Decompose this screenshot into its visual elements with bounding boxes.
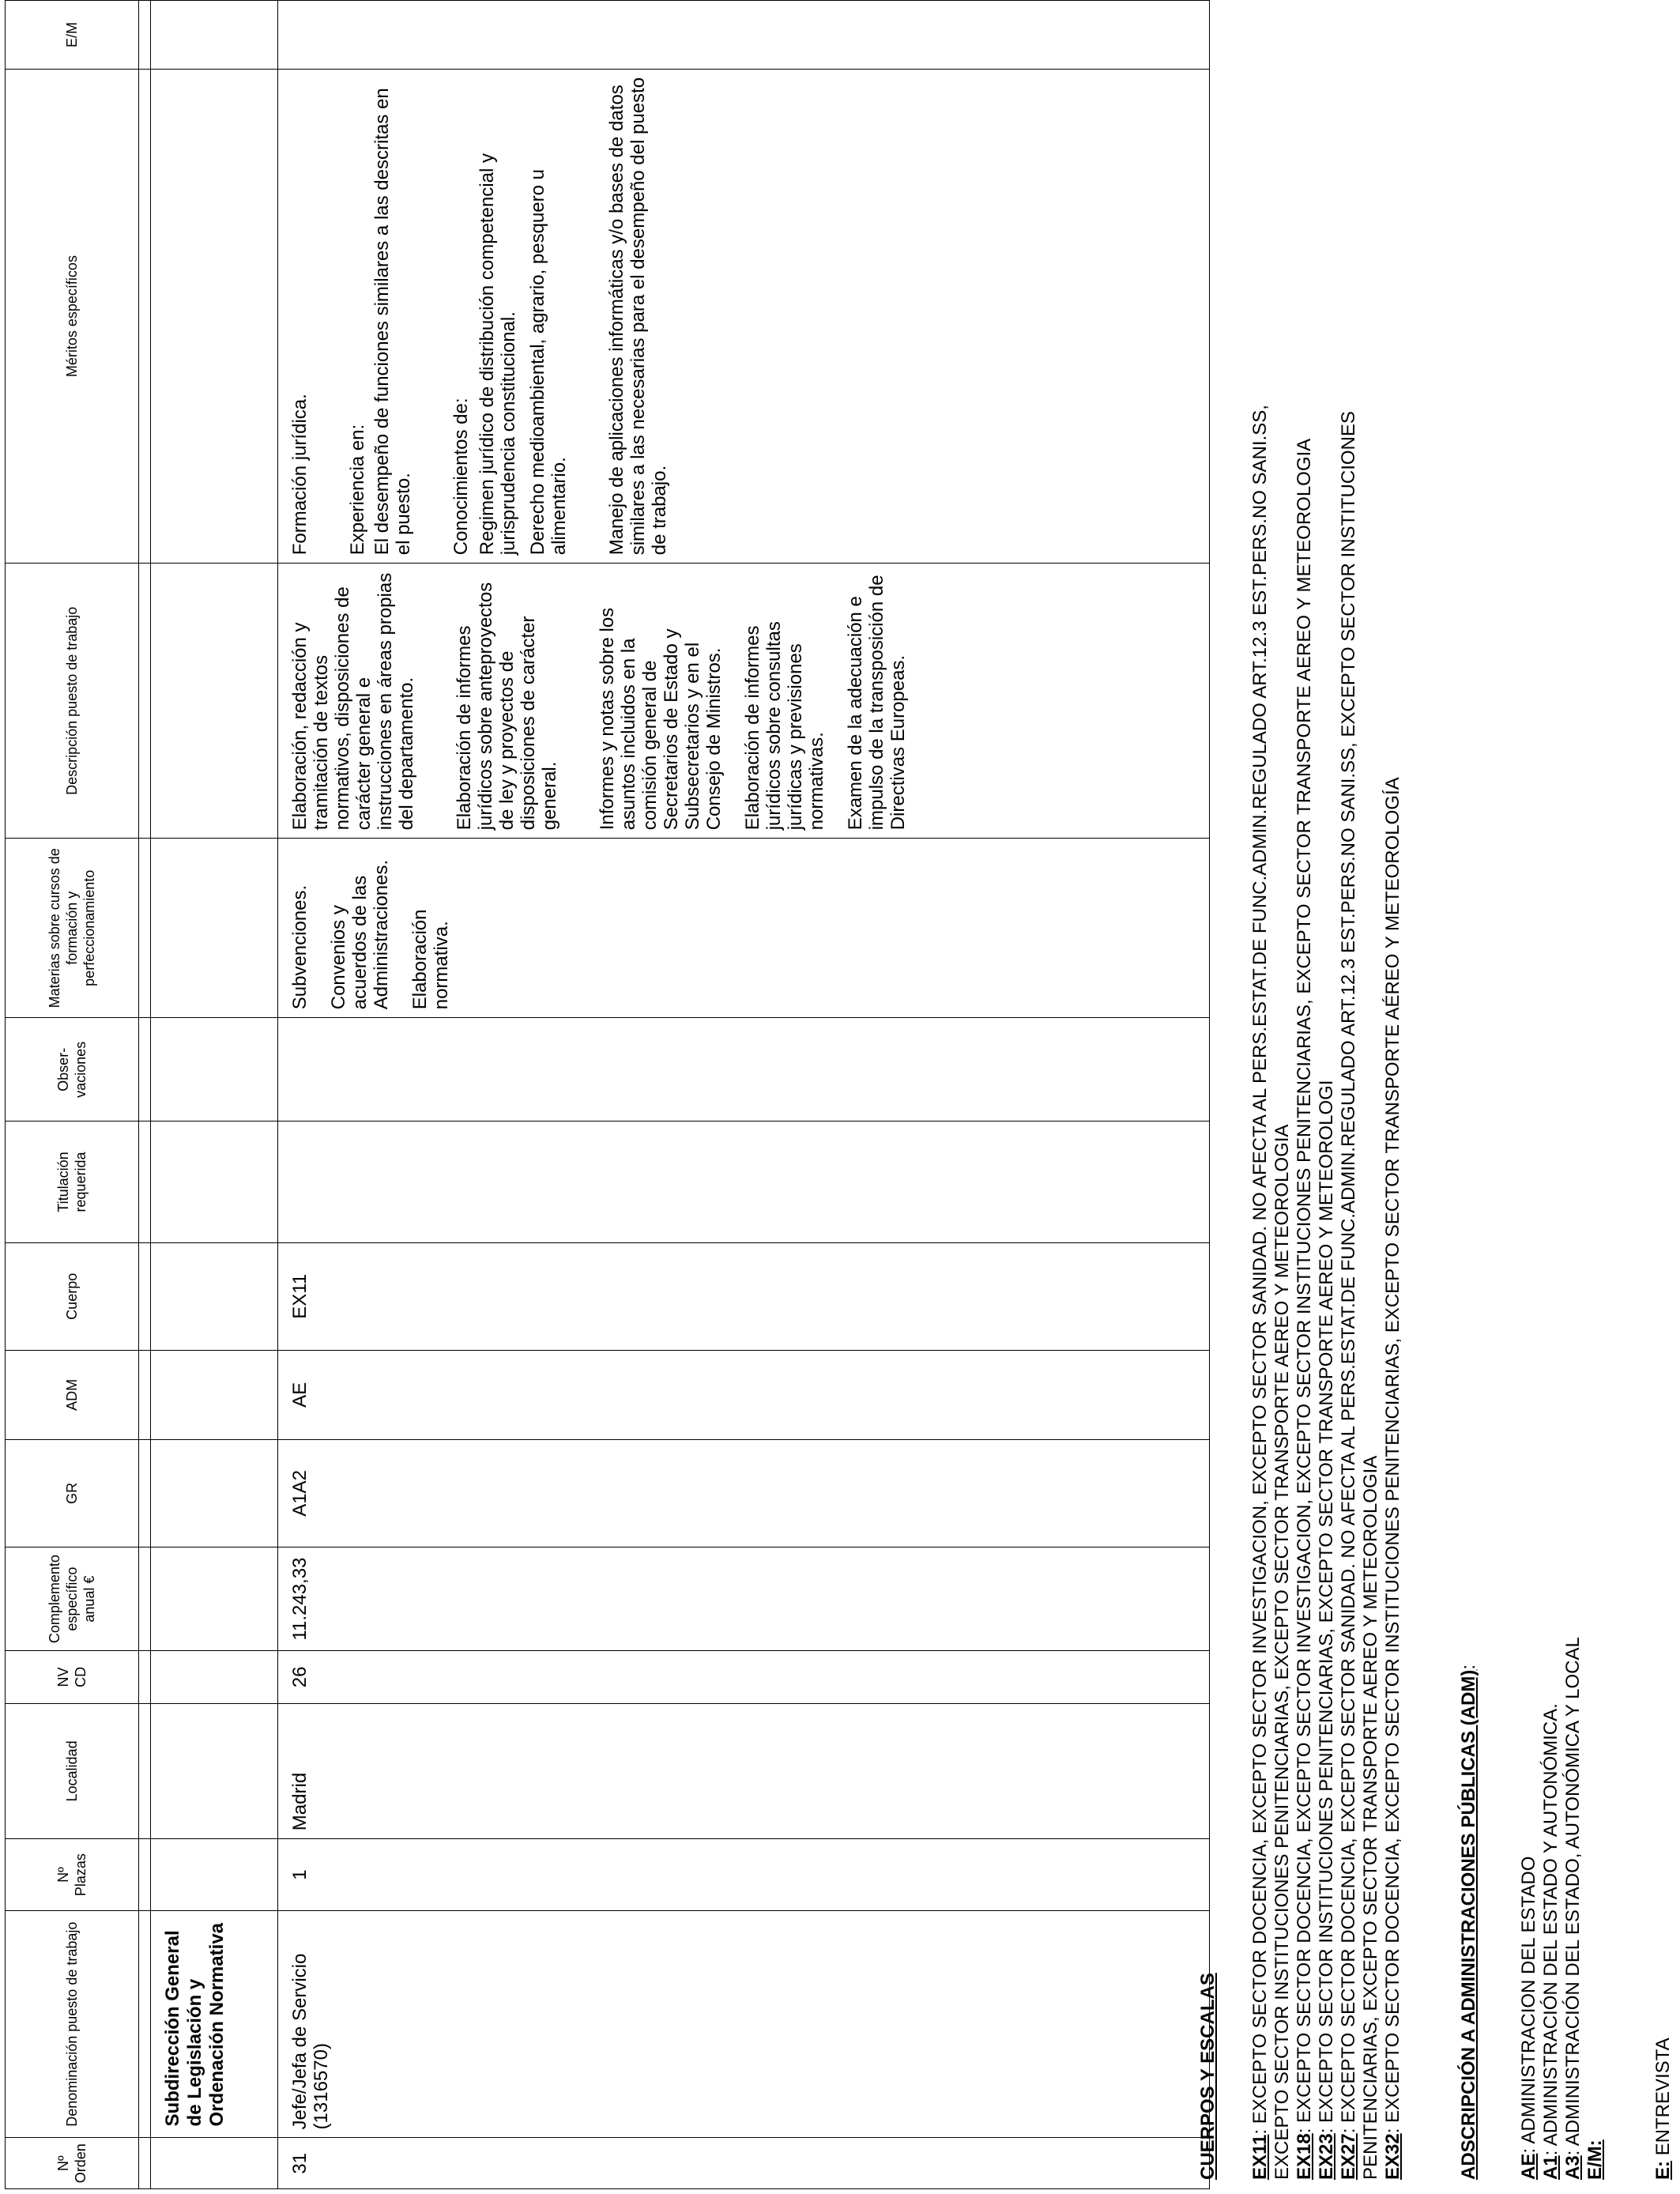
cell-materias	[278, 839, 1210, 1018]
col-complemento: Complemento específico anual €	[6, 1547, 139, 1651]
cell-orden: 31	[278, 2138, 1210, 2189]
merito-experiencia: El desempeño de funciones similares a las descritas en el puesto.	[371, 88, 414, 556]
col-em: E/M	[6, 1, 139, 70]
adm-text: : ADMINISTRACION DEL ESTADO	[1518, 1856, 1539, 2154]
em-text: ENTREVISTA	[1652, 2038, 1674, 2161]
cuerpos-section	[1197, 405, 1404, 2180]
cell-denominacion: Jefe/Jefa de Servicio (1316570)	[278, 1910, 1210, 2137]
cell-grupo: A1A2	[278, 1439, 1210, 1547]
col-adm: ADM	[6, 1350, 139, 1439]
cuerpo-line	[1382, 405, 1404, 2180]
merito-conocimiento: Derecho medioambiental, agrario, pesquero u alimentario.	[527, 168, 570, 556]
cell-cuerpo: EX11	[278, 1242, 1210, 1350]
descripcion-item: Examen de la adecuación e impulso de la transposición de Directivas Europeas.	[845, 575, 909, 831]
cell-descripcion	[278, 564, 1210, 839]
cuerpo-text: : EXCEPTO SECTOR DOCENCIA, EXCEPTO SECTOR INVESTIGACION, EXCEPTO SECTOR SANIDAD. NO AFECTA AL PERS.ESTAT.DE FUNC.ADMIN.REGULADO ART.12.3 EST.PERS.NO SANI.SS,	[1249, 405, 1271, 2135]
spacer-row	[139, 1, 151, 2189]
col-orden: Nº Orden	[6, 2138, 139, 2189]
cell-complemento: 11.243,33	[278, 1547, 1210, 1651]
cell-nivel: 26	[278, 1651, 1210, 1704]
descripcion-item: Elaboración de informes jurídicos sobre consultas jurídicas y previsiones normativas.	[742, 621, 827, 831]
cuerpo-line	[1271, 405, 1294, 2180]
cuerpo-text: PENITENCIARIAS, EXCEPTO SECTOR TRANSPORTE AEREO Y METEOROLOGIA	[1360, 1455, 1381, 2180]
adm-heading-colon: :	[1458, 1664, 1479, 1670]
adm-line	[1562, 1637, 1584, 2180]
col-nivel: NV CD	[6, 1651, 139, 1704]
merito-formacion: Formación jurídica.	[289, 394, 311, 556]
materia-item: Convenios y acuerdos de las Administraciones.	[328, 859, 392, 1010]
subdireccion-title: Subdirección General de Legislación y Ordenación Normativa	[151, 1910, 278, 2137]
adm-line	[1518, 1637, 1540, 2180]
col-titulacion: Titulación requerida	[6, 1122, 139, 1242]
col-cuerpo: Cuerpo	[6, 1242, 139, 1350]
cuerpo-line	[1316, 405, 1338, 2180]
descripcion-item: Elaboración de informes jurídicos sobre anteproyectos de ley y proyectos de disposiciones de carácter general.	[454, 582, 560, 831]
materia-item: Subvenciones.	[289, 884, 311, 1010]
col-denominacion: Denominación puesto de trabajo	[6, 1910, 139, 2137]
em-code: E:	[1652, 2161, 1674, 2180]
col-observaciones: Obser- vaciones	[6, 1018, 139, 1122]
descripcion-item: Elaboración, redacción y tramitación de textos normativos, disposiciones de carácter general e instrucciones en áreas propias del departamento.	[289, 572, 417, 831]
materia-item: Elaboración normativa.	[409, 909, 452, 1010]
table-row	[278, 1, 1210, 2189]
cell-plazas: 1	[278, 1839, 1210, 1911]
col-descripcion: Descripción puesto de trabajo	[6, 564, 139, 839]
subdireccion-row	[151, 1, 278, 2189]
cuerpo-text: : EXCEPTO SECTOR DOCENCIA, EXCEPTO SECTOR INVESTIGACION, EXCEPTO SECTOR INSTITUCIONES PENITENCIARIAS, EXCEPTO SECTOR TRANSPORTE AEREO Y METEOROLOGIA	[1294, 438, 1315, 2134]
header-row	[6, 1, 139, 2189]
cuerpo-code: EX18	[1294, 2133, 1315, 2180]
em-line	[1652, 2038, 1674, 2180]
cell-meritos	[278, 69, 1210, 563]
merito-conocimiento: Regimen jurídico de distribución competencial y jurisprudencia constitucional.	[477, 153, 519, 556]
col-meritos: Méritos específicos	[6, 69, 139, 563]
cuerpo-text: : EXCEPTO SECTOR DOCENCIA, EXCEPTO SECTOR SANIDAD. NO AFECTA AL PERS.ESTAT.DE FUNC.ADMIN.REGULADO ART.12.3 EST.PERS.NO SANI.SS, EXCEPTO SECTOR INSTITUCIONES	[1338, 411, 1359, 2134]
adm-section	[1458, 1637, 1584, 2180]
adm-text: : ADMINISTRACIÓN DEL ESTADO, AUTONÓMICA Y LOCAL	[1562, 1637, 1584, 2156]
merito-experiencia-title: Experiencia en:	[347, 424, 368, 556]
cell-em	[278, 1, 1210, 70]
cuerpo-code: EX11	[1249, 2134, 1271, 2180]
cuerpo-line	[1338, 405, 1360, 2180]
adm-line	[1540, 1637, 1562, 2180]
col-grupo: GR	[6, 1439, 139, 1547]
cuerpo-line	[1360, 405, 1382, 2180]
cell-adm: AE	[278, 1350, 1210, 1439]
col-materias: Materias sobre cursos de formación y perfeccionamiento	[6, 839, 139, 1018]
cuerpo-line	[1249, 405, 1271, 2180]
adm-heading: ADSCRIPCIÓN A ADMINISTRACIONES PÚBLICAS (ADM)	[1458, 1669, 1479, 2180]
cell-observaciones	[278, 1018, 1210, 1122]
cuerpo-line	[1294, 405, 1316, 2180]
cuerpos-heading: CUERPOS Y ESCALAS	[1197, 1973, 1219, 2180]
adm-code: A3	[1562, 2155, 1584, 2180]
cuerpo-text: : EXCEPTO SECTOR DOCENCIA, EXCEPTO SECTOR INSTITUCIONES PENITENCIARIAS, EXCEPTO SECTOR TRANSPORTE AÉREO Y METEOROLOGÍA	[1382, 777, 1403, 2134]
descripcion-item: Informes y notas sobre los asuntos incluidos en la comisión general de Secretarios de Estado y Subsecretarios y en el Consejo de Ministros.	[597, 607, 725, 831]
cuerpo-text: EXCEPTO SECTOR INSTITUCIONES PENITENCIARIAS, EXCEPTO SECTOR TRANSPORTE AEREO Y METEOROLOGIA	[1271, 1124, 1293, 2180]
cuerpo-code: EX32	[1382, 2133, 1403, 2180]
merito-conocimientos-title: Conocimientos de:	[450, 398, 472, 556]
adm-text: : ADMINISTRACIÓN DEL ESTADO Y AUTONÓMICA.	[1540, 1703, 1561, 2156]
em-section	[1584, 2038, 1674, 2180]
cuerpo-code: EX23	[1316, 2133, 1337, 2180]
cuerpo-code: EX27	[1338, 2133, 1359, 2180]
job-table	[5, 0, 1210, 2189]
cell-titulacion	[278, 1122, 1210, 1242]
merito-manejo: Manejo de aplicaciones informáticas y/o bases de datos similares a las necesarias para el desempeño del puesto de trabajo.	[606, 77, 670, 556]
em-heading: E/M:	[1584, 2139, 1606, 2180]
cell-localidad: Madrid	[278, 1703, 1210, 1838]
col-plazas: Nº Plazas	[6, 1839, 139, 1911]
cuerpo-text: : EXCEPTO SECTOR INSTITUCIONES PENITENCIARIAS, EXCEPTO SECTOR TRANSPORTE AEREO Y METEOROLOGI	[1316, 1080, 1337, 2134]
adm-code: A1	[1540, 2155, 1561, 2180]
col-localidad: Localidad	[6, 1703, 139, 1838]
adm-code: AE	[1518, 2153, 1539, 2180]
